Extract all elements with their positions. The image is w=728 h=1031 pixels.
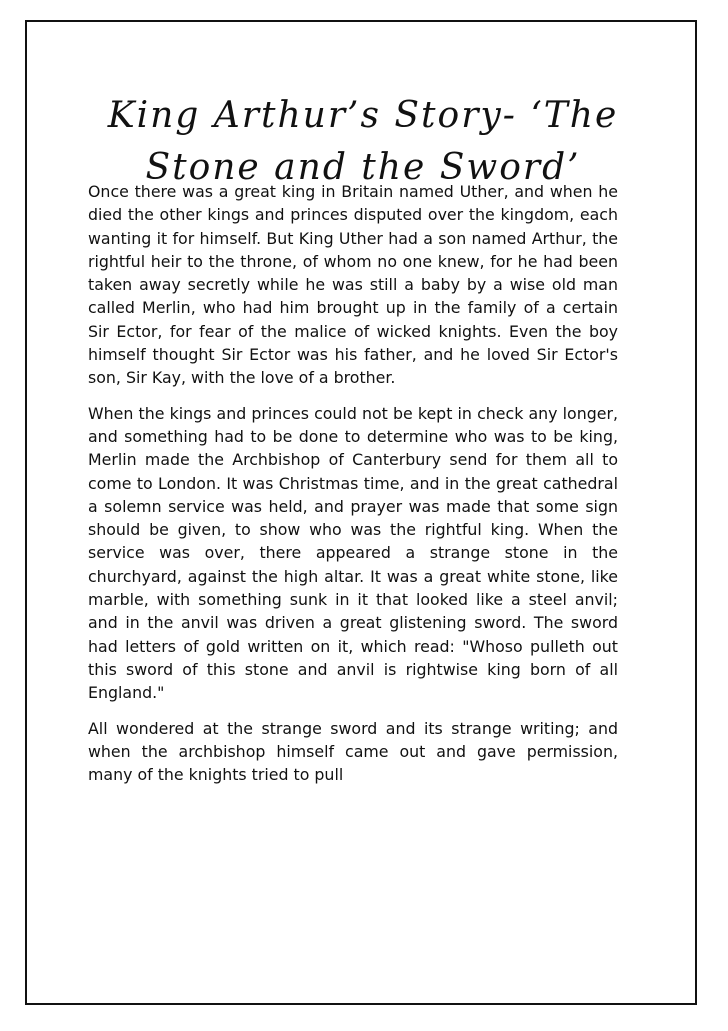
paragraph-2: When the kings and princes could not be kept in check any longer, and something had to be done to determine who was to be king, Merlin made the Archbishop of Canterbury send for them all to come to London. It was Christmas time, and in the great cathedral a solemn service was held, and prayer was made that some sign should be given, to show who was the rightful king. When the service was over, there appeared a strange stone in the churchyard, against the high altar. It was a great white stone, like marble, with something sunk in it that looked like a steel anvil; and in the anvil was driven a great glistening sword. The sword had letters of gold written on it, which read: "Whoso pulleth out this sword of this stone and anvil is rightwise king born of all England." — [88, 403, 618, 703]
document-title: King Arthur’s Story- ‘The Stone and the Sword’ — [107, 95, 619, 188]
paragraph-3: All wondered at the strange sword and its strange writing; and when the archbishop himself came out and gave permission, many of the knights tried to pull — [88, 718, 618, 785]
paragraph-1: Once there was a great king in Britain named Uther, and when he died the other kings and princes disputed over the kingdom, each wanting it for himself. But King Uther had a son named Arthur, the rightful heir to the throne, of whom no one knew, for he had been taken away secretly while he was still a baby by a wise old man called Merlin, who had him brought up in the family of a certain Sir Ector, for fear of the malice of wicked knights. Even the boy himself thought Sir Ector was his father, and he loved Sir Ector's son, Sir Kay, with the love of a brother. — [88, 182, 618, 388]
story-body — [88, 180, 618, 798]
